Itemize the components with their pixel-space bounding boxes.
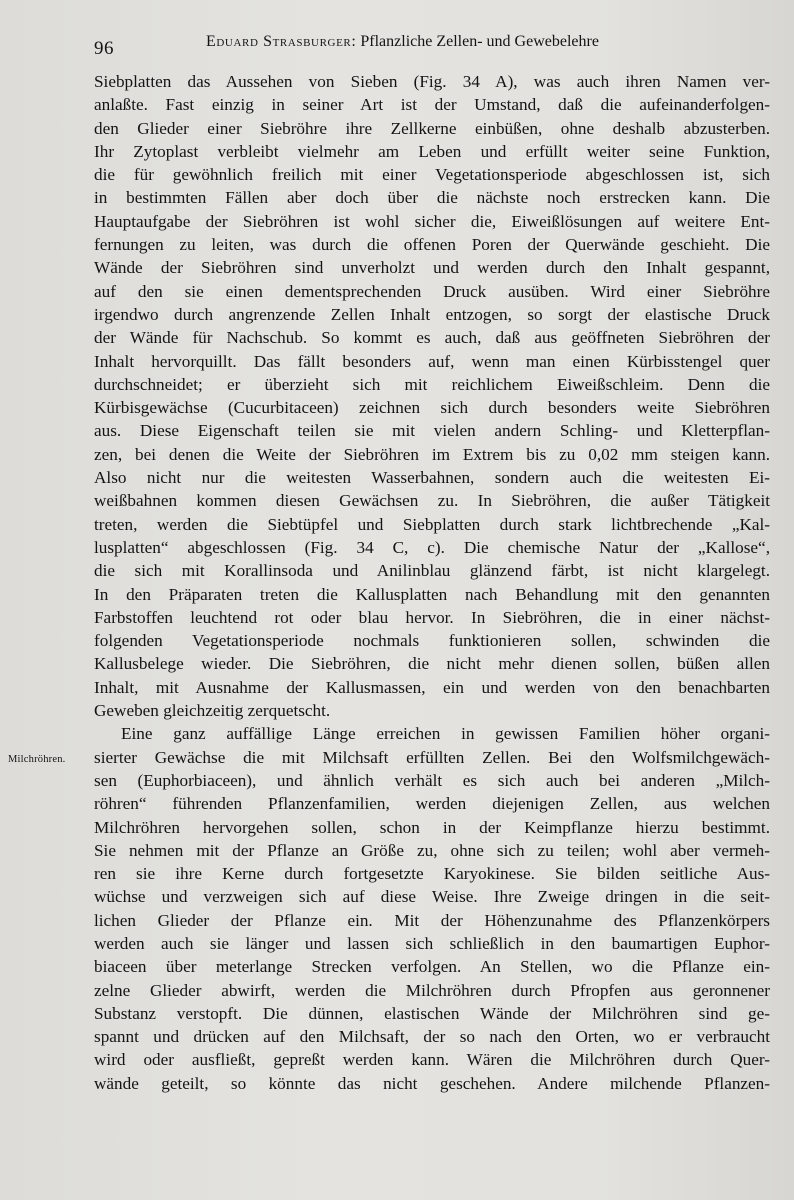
text-line: folgenden Vegetationsperiode nochmals funktionieren sollen, schwinden die (94, 631, 770, 651)
text-line: weißbahnen kommen diesen Gewächsen zu. In Siebröhren, die außer Tätigkeit (94, 491, 770, 511)
text-line: Kürbisgewächse (Cucurbitaceen) zeichnen sich durch besonders weite Siebröhren (94, 398, 770, 418)
text-line: in bestimmten Fällen aber doch über die nächste noch erstrecken kann. Die (94, 188, 770, 208)
text-line: lichen Glieder der Pflanze ein. Mit der Höhenzunahme des Pflanzenkörpers (94, 910, 770, 930)
text-line: In den Präparaten treten die Kallusplatten nach Behandlung mit den genannten (94, 584, 770, 604)
text-line: die sich mit Korallinsoda und Anilinblau glänzend färbt, ist nicht klargelegt. (94, 561, 770, 581)
text-line: Siebplatten das Aussehen von Sieben (Fig. 34 A), was auch ihren Namen ver- (94, 72, 770, 91)
body-text (94, 70, 770, 1095)
text-line: röhren“ führenden Pflanzenfamilien, werden diejenigen Zellen, aus welchen (94, 794, 770, 814)
text-line: werden auch sie länger und lassen sich schließlich in den baumartigen Euphor- (94, 933, 770, 953)
text-line: Farbstoffen leuchtend rot oder blau hervor. In Siebröhren, die in einer nächst- (94, 607, 770, 627)
text-line: Sie nehmen mit der Pflanze an Größe zu, ohne sich zu teilen; wohl aber vermeh- (94, 840, 770, 860)
text-line: fernungen zu leiten, was durch die offenen Poren der Querwände geschieht. Die (94, 235, 770, 255)
text-line: Wände der Siebröhren sind unverholzt und werden durch den Inhalt gespannt, (94, 258, 770, 278)
text-line: aus. Diese Eigenschaft teilen sie mit vielen andern Schling- und Kletterpflan- (94, 421, 770, 441)
text-line: sen (Euphorbiaceen), und ähnlich verhält es sich auch bei anderen „Milch- (94, 770, 770, 790)
text-line: zen, bei denen die Weite der Siebröhren im Extrem bis zu 0,02 mm steigen kann. (94, 444, 770, 464)
text-line: Geweben gleichzeitig zerquetscht. (94, 701, 331, 721)
text-line: Also nicht nur die weitesten Wasserbahnen, sondern auch die weitesten Ei- (94, 468, 770, 488)
text-line: die für gewöhnlich freilich mit einer Vegetationsperiode abgeschlossen ist, sich (94, 165, 770, 185)
text-line: auf den sie einen dementsprechenden Druck ausüben. Wird einer Siebröhre (94, 281, 770, 301)
text-line: anlaßte. Fast einzig in seiner Art ist der Umstand, daß die aufeinanderfolgen- (94, 95, 770, 115)
text-line: Inhalt, mit Ausnahme der Kallusmassen, ein und werden von den benachbarten (94, 677, 770, 697)
text-line: Eine ganz auffällige Länge erreichen in gewissen Familien höher organi- (121, 724, 770, 744)
text-line: spannt und drücken auf den Milchsaft, der so nach den Orten, wo er verbraucht (94, 1027, 770, 1047)
margin-note: Milchröhren. (8, 754, 66, 765)
text-line: wird oder ausfließt, gepreßt werden kann. Wären die Milchröhren durch Quer- (94, 1050, 770, 1070)
text-line: biaceen über meterlange Strecken verfolgen. An Stellen, wo die Pflanze ein- (94, 957, 770, 977)
running-head (206, 33, 599, 51)
text-line: Kallusbelege wieder. Die Siebröhren, die nicht mehr dienen sollen, büßen allen (94, 654, 770, 674)
text-line: zelne Glieder abwirft, werden die Milchröhren durch Pfropfen aus geronnener (94, 980, 770, 1000)
text-line: Inhalt hervorquillt. Das fällt besonders auf, wenn man einen Kürbisstengel quer (94, 351, 770, 371)
text-line: lusplatten“ abgeschlossen (Fig. 34 C, c). Die chemische Natur der „Kallose“, (94, 537, 770, 557)
text-line: treten, werden die Siebtüpfel und Siebplatten durch stark lichtbrechende „Kal- (94, 514, 770, 534)
running-head-title: Pflanzliche Zellen- und Gewebelehre (360, 33, 599, 50)
text-line: durchschneidet; er überzieht sich mit reichlichem Eiweißschleim. Denn die (94, 374, 770, 394)
text-line: Hauptaufgabe der Siebröhren ist wohl sicher die, Eiweißlösungen auf weitere Ent- (94, 211, 770, 231)
text-line: irgendwo durch angrenzende Zellen Inhalt entzogen, so sorgt der elastische Druck (94, 304, 770, 324)
text-line: Substanz verstopft. Die dünnen, elastischen Wände der Milchröhren sind ge- (94, 1003, 770, 1023)
running-head-author: Eduard Strasburger: (206, 33, 357, 50)
text-line: den Glieder einer Siebröhre ihre Zellkerne einbüßen, ohne deshalb abzusterben. (94, 118, 770, 138)
page-number: 96 (94, 38, 114, 59)
text-line: wände geteilt, so könnte das nicht geschehen. Andere milchende Pflanzen- (94, 1073, 770, 1093)
text-line: ren sie ihre Kerne durch fortgesetzte Karyokinese. Sie bilden seitliche Aus- (94, 864, 770, 884)
text-line: Milchröhren hervorgehen sollen, schon in der Keimpflanze hierzu bestimmt. (94, 817, 770, 837)
text-line: Ihr Zytoplast verbleibt vielmehr am Leben und erfüllt weiter seine Funktion, (94, 141, 770, 161)
text-line: der Wände für Nachschub. So kommt es auch, daß aus geöffneten Siebröhren der (94, 328, 770, 348)
text-line: wüchse und verzweigen sich auf diese Weise. Ihre Zweige dringen in die seit- (94, 887, 770, 907)
text-line: sierter Gewächse die mit Milchsaft erfüllten Zellen. Bei den Wolfsmilchgewäch- (94, 747, 770, 767)
